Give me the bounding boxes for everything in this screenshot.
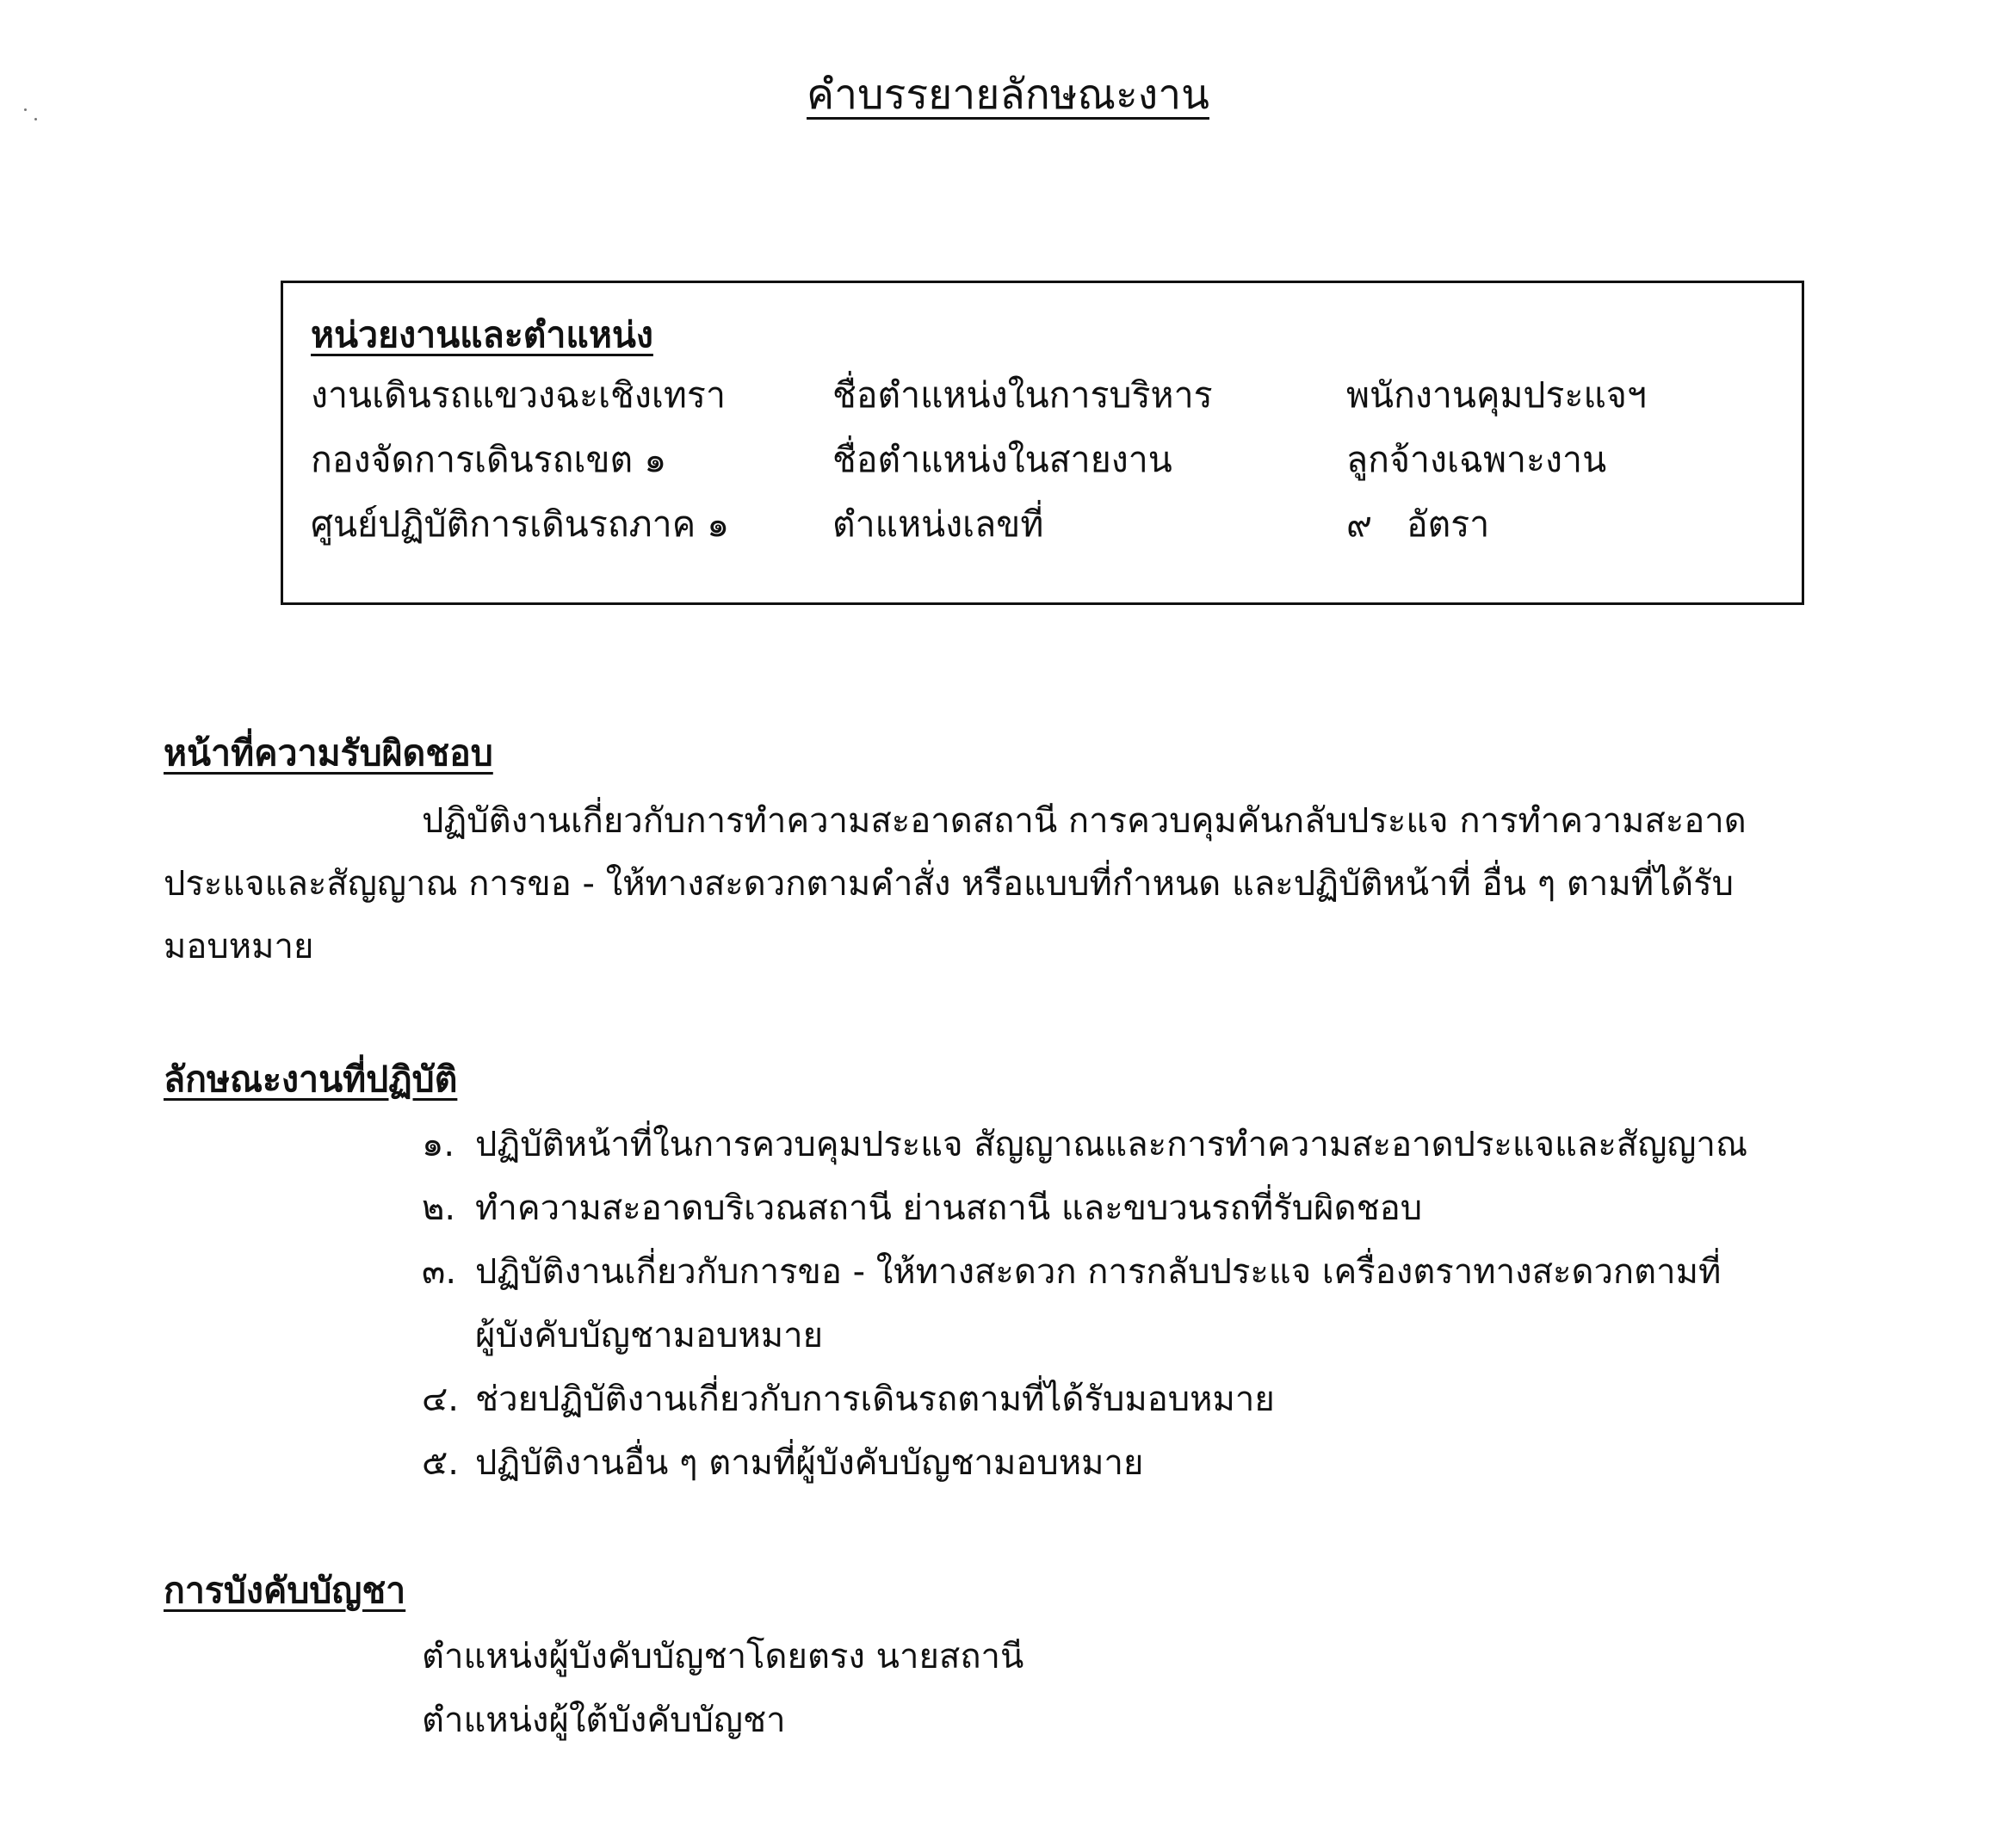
list-item-number: ๔. (422, 1380, 459, 1419)
list-item-number: ๒. (422, 1188, 456, 1228)
position-label: ชื่อตำแหน่งในการบริหาร (832, 374, 1213, 416)
list-item-text: ปฏิบัติหน้าที่ในการควบคุมประแจ สัญญาณและการทำความสะอาดประแจและสัญญาณ (475, 1125, 1748, 1164)
position-label: ชื่อตำแหน่งในสายงาน (832, 439, 1172, 480)
unit-row (283, 365, 1802, 425)
responsibilities-heading: หน้าที่ความรับผิดชอบ (164, 732, 493, 774)
list-item-number: ๓. (422, 1252, 457, 1292)
position-label: ตำแหน่งเลขที่ (832, 503, 1044, 545)
unit-row (283, 494, 1802, 554)
duties-list (422, 1113, 1816, 1495)
list-item (422, 1113, 1816, 1176)
responsibilities-paragraph (164, 790, 1799, 979)
unit-name: งานเดินรถแขวงฉะเชิงเทรา (311, 374, 726, 416)
paragraph-line: ปฏิบัติงานเกี่ยวกับการทำความสะอาดสถานี การควบคุมคันกลับประแจ การทำความสะอาด (422, 801, 1747, 841)
list-item (422, 1368, 1816, 1431)
list-item-number: ๕. (422, 1443, 459, 1483)
list-item-text: ปฏิบัติงานเกี่ยวกับการขอ - ให้ทางสะดวก การกลับประแจ เครื่องตราทางสะดวกตามที่ (475, 1252, 1722, 1292)
position-count-unit: อัตรา (1407, 503, 1490, 545)
list-item-continuation: ผู้บังคับบัญชามอบหมาย (475, 1316, 824, 1355)
list-item-number: ๑. (422, 1125, 455, 1164)
list-item (422, 1431, 1816, 1495)
paragraph-line: ประแจและสัญญาณ การขอ - ให้ทางสะดวกตามคำสั่ง หรือแบบที่กำหนด และปฏิบัติหน้าที่ อื่น ๆ ตามที่ได้รับ (164, 864, 1735, 904)
list-item (422, 1176, 1816, 1240)
unit-box-heading: หน่วยงานและตำแหน่ง (311, 314, 653, 355)
list-item-text: ปฏิบัติงานอื่น ๆ ตามที่ผู้บังคับบัญชามอบหมาย (475, 1443, 1144, 1483)
unit-name: ศูนย์ปฏิบัติการเดินรถภาค ๑ (311, 503, 730, 545)
duties-heading: ลักษณะงานที่ปฏิบัติ (164, 1059, 458, 1100)
unit-position-box (281, 281, 1804, 605)
command-heading: การบังคับบัญชา (164, 1570, 406, 1611)
subordinate-line: ตำแหน่งผู้ใต้บังคับบัญชา (422, 1701, 786, 1740)
unit-row (283, 429, 1802, 490)
position-value (1346, 494, 1489, 554)
list-item (422, 1240, 1816, 1368)
position-count: ๙ (1346, 503, 1373, 545)
list-item-text: ทำความสะอาดบริเวณสถานี ย่านสถานี และขบวนรถที่รับผิดชอบ (475, 1188, 1423, 1228)
unit-name: กองจัดการเดินรถเขต ๑ (311, 439, 667, 480)
paragraph-line: มอบหมาย (164, 927, 314, 966)
document-title: คำบรรยายลักษณะงาน (807, 71, 1209, 119)
position-value: ลูกจ้างเฉพาะงาน (1346, 439, 1607, 480)
list-item-text: ช่วยปฏิบัติงานเกี่ยวกับการเดินรถตามที่ได้รับมอบหมาย (475, 1380, 1275, 1419)
position-value: พนักงานคุมประแจฯ (1346, 374, 1647, 416)
supervisor-line: ตำแหน่งผู้บังคับบัญชาโดยตรง นายสถานี (422, 1637, 1024, 1676)
